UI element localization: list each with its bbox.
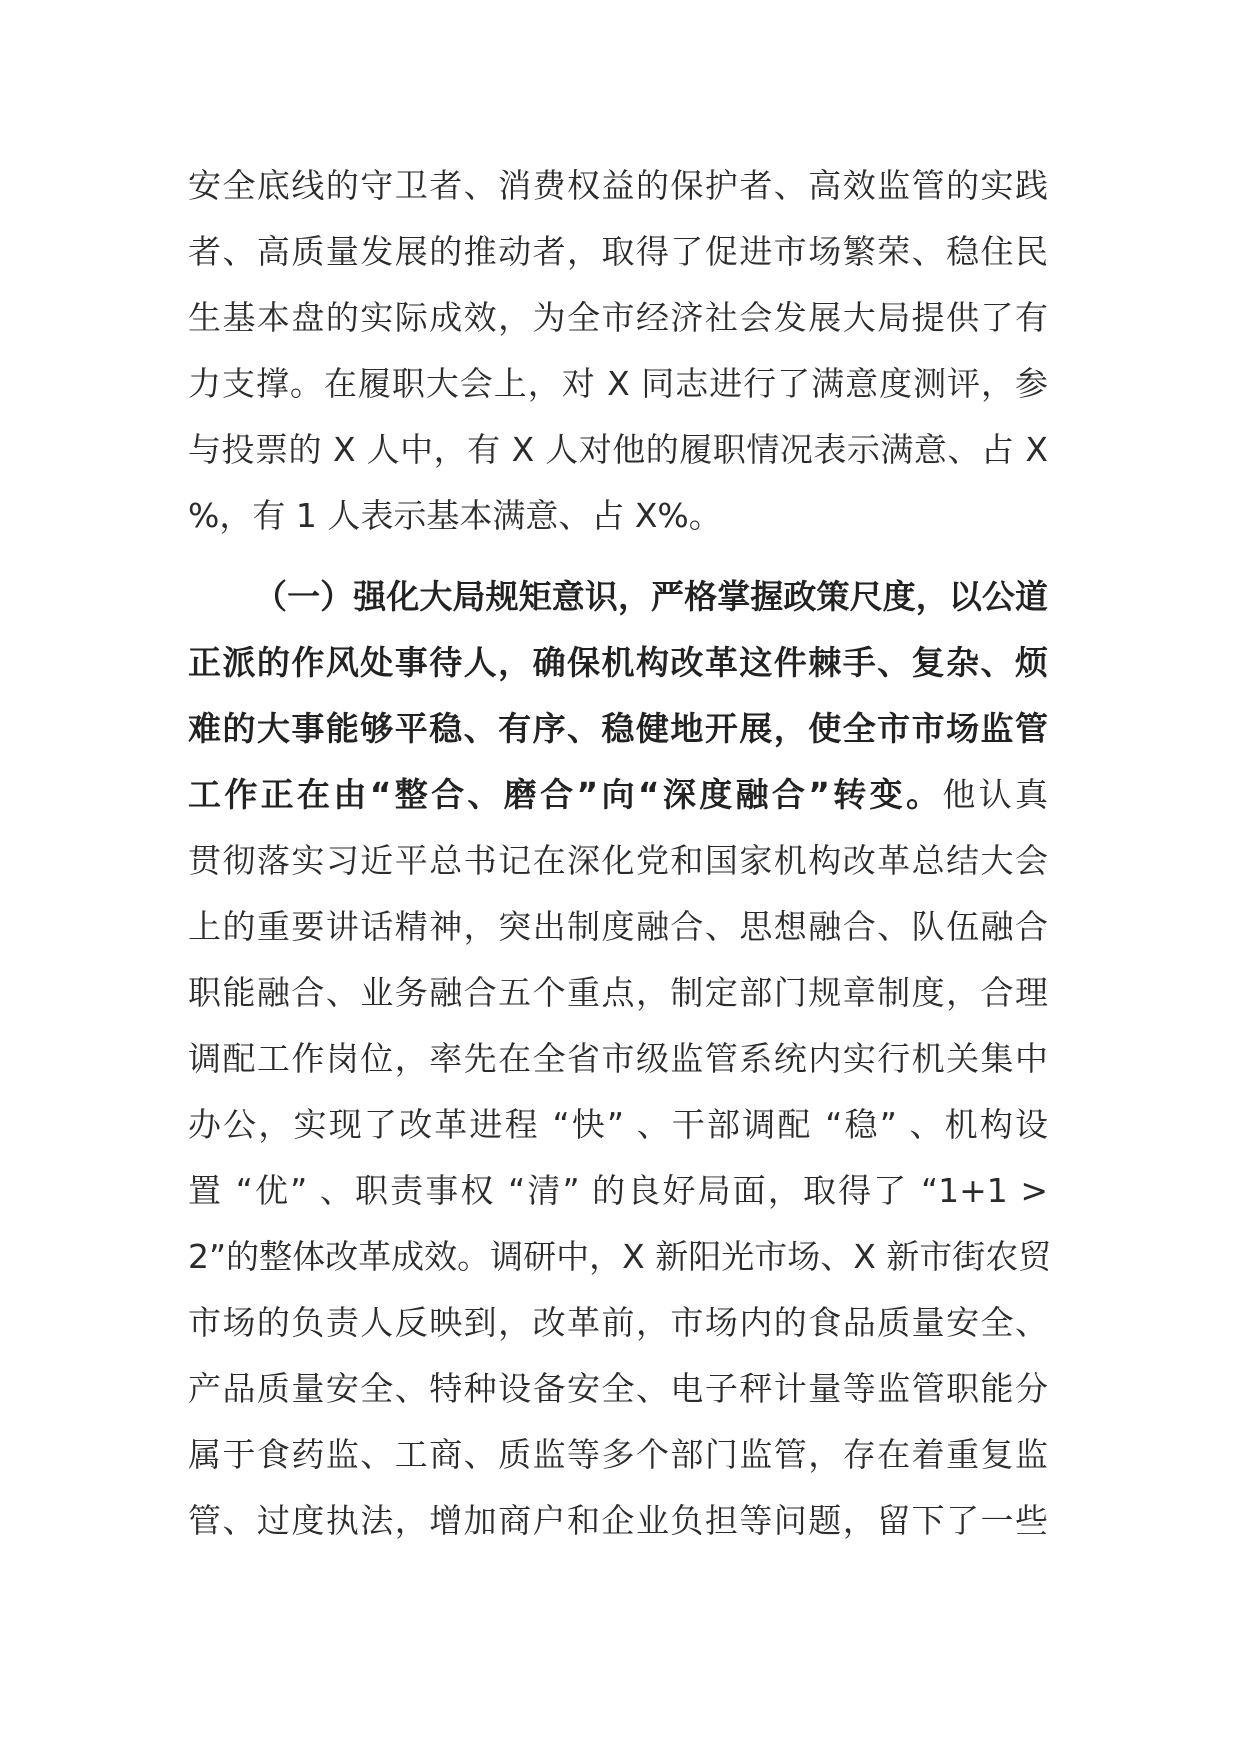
text-line: 贯彻落实习近平总书记在深化党和国家机构改革总结大会 [188, 841, 1048, 880]
text-line: 管、过度执法，增加商户和企业负担等问题，留下了一些 [188, 1501, 1048, 1540]
text-line: 者、高质量发展的推动者，取得了促进市场繁荣、稳住民 [188, 232, 1048, 271]
text-line: 产品质量安全、特种设备安全、电子秤计量等监管职能分 [188, 1369, 1048, 1408]
bold-heading-text: （一）强化大局规矩意识，严格掌握政策尺度，以公道 [254, 577, 1048, 616]
text-line: 置 “优” 、职责事权 “清” 的良好局面，取得了 “1+1 > [188, 1171, 1048, 1210]
text-line: 2”的整体改革成效。调研中，X 新阳光市场、X 新市街农贸 [188, 1237, 1052, 1276]
text-run: 他认真 [942, 775, 1048, 814]
text-line: 办公，实现了改革进程 “快” 、干部调配 “稳” 、机构设 [188, 1105, 1048, 1144]
text-line: 属于食药监、工商、质监等多个部门监管，存在着重复监 [188, 1435, 1048, 1474]
bold-heading-text: 正派的作风处事待人，确保机构改革这件棘手、复杂、烦 [188, 643, 1048, 682]
text-line: %，有 1 人表示基本满意、占 X%。 [188, 496, 722, 535]
text-line: 生基本盘的实际成效，为全市经济社会发展大局提供了有 [188, 298, 1048, 337]
text-line: 力支撑。在履职大会上，对 X 同志进行了满意度测评，参 [188, 364, 1048, 403]
bold-heading-line [254, 564, 1048, 630]
bold-heading-text: 工作正在由“整合、磨合”向“深度融合”转变。 [188, 775, 943, 814]
text-line: 上的重要讲话精神，突出制度融合、思想融合、队伍融合 [188, 907, 1048, 946]
bold-heading-line [188, 630, 1048, 696]
text-line: 与投票的 X 人中，有 X 人对他的履职情况表示满意、占 X [188, 430, 1048, 469]
bold-heading-line [188, 696, 1048, 762]
text-line: 市场的负责人反映到，改革前，市场内的食品质量安全、 [188, 1303, 1048, 1342]
bold-heading-text: 难的大事能够平稳、有序、稳健地开展，使全市市场监管 [188, 709, 1048, 748]
bold-heading-line [188, 762, 1048, 828]
text-line: 安全底线的守卫者、消费权益的保护者、高效监管的实践 [188, 166, 1048, 205]
text-line: 调配工作岗位，率先在全省市级监管系统内实行机关集中 [188, 1039, 1048, 1078]
text-line: 职能融合、业务融合五个重点，制定部门规章制度，合理 [188, 973, 1048, 1012]
